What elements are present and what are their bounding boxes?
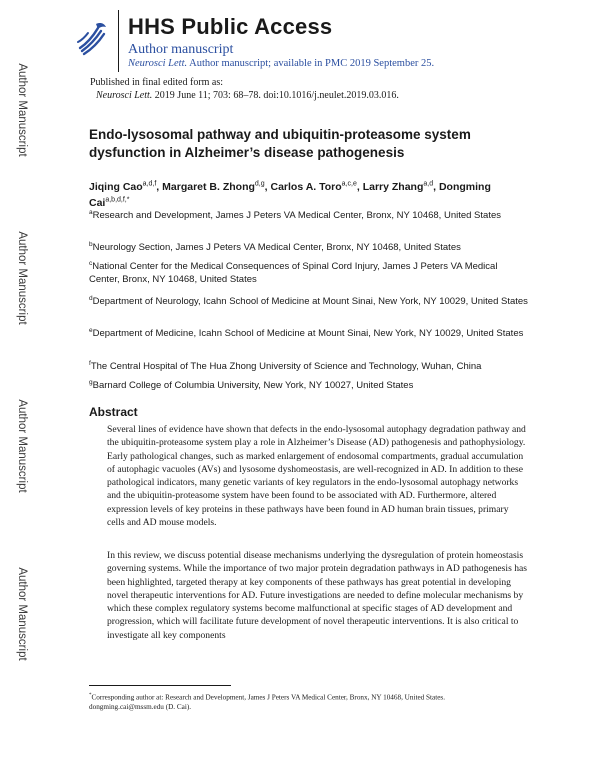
author: Dongming Cai$^{a,b,d,f,*}$ [89,180,491,209]
abstract-paragraph: In this review, we discuss potential disease mechanisms underlying the dysregulation of protein homeostasis governing systems. While the importance of two major protein degradation pathways in AD pathogenesis has been highlighted, targeted therapy at key components of these pathways has great potential in developing novel therapeutic interventions for AD. Future investigations are needed to define molecular mechanisms by which these complex regulatory systems become malfunctional at specific stages of AD development and progression, which will facilitate future development of novel therapeutic interventions. It is also critical to investigate all key components [107,550,527,641]
affiliation: $^a$Research and Development, James J Peters VA Medical Center, Bronx, NY 10468, United States [89,209,501,222]
side-label-author-manuscript: Author Manuscript [16,567,28,661]
affiliation: $^f$The Central Hospital of The Hua Zhong University of Science and Technology, Wuhan, China [89,360,482,373]
manuscript-label: Author manuscript [128,42,234,57]
side-label-author-manuscript: Author Manuscript [16,231,28,325]
abstract-heading: Abstract [89,405,138,419]
side-label-author-manuscript: Author Manuscript [16,399,28,493]
affiliation: $^e$Department of Medicine, Icahn School of Medicine at Mount Sinai, New York, NY 10029, United States [89,327,524,340]
author: Larry Zhang$^{a,d}$, [362,180,439,193]
footnote: *Corresponding author at: Research and Development, James J Peters VA Medical Center, Bronx, NY 10468, United States. dongming.cai@mssm.edu (D. Cai). [89,693,445,712]
citation-text: 2019 June 11; 703: 68–78. doi:10.1016/j.neulet.2019.03.016. [154,90,399,101]
footnote-rule [89,685,231,686]
abstract-paragraph: Several lines of evidence have shown that defects in the endo-lysosomal autophagy degradation pathway and the ubiquitin-proteasome system play a role in Alzheimer’s Disease (AD) pathogenesis and pathophysiology. Early pathological changes, such as marked enlargement of endosomal compartments, gradual accumulation of autophagic vacuoles (AVs) and lysosome dyshomeostasis, are well-recognized in AD. In addition to these pathological indicators, many genetic variants of key regulators in the endo-lysosomal autophagy networks and the ubiquitin-proteasome system have been found to be associated with AD. Furthermore, altered expression levels of key proteins in these pathways have been found in AD human brain tissues, primary cells and AD mouse models. [107,424,526,529]
corresponding-email: dongming.cai@mssm.edu (D. Cai). [89,703,192,712]
citation-line [96,90,399,101]
page-title: HHS Public Access [128,14,333,39]
hhs-eagle-logo-icon [76,18,110,56]
article-title: Endo-lysosomal pathway and ubiquitin-proteasome system dysfunction in Alzheimer’s disease pathogenesis [89,127,471,160]
affiliation: $^c$National Center for the Medical Consequences of Spinal Cord Injury, James J Peters VA Medical Center, Bronx, NY 10468, United States [89,260,498,286]
published-label: Published in final edited form as: [90,77,224,88]
availability-line [128,58,434,69]
affiliation: $^d$Department of Neurology, Icahn School of Medicine at Mount Sinai, New York, NY 10029, United States [89,295,528,308]
author: Jiqing Cao$^{a,d,f}$, [89,180,163,193]
affiliation: $^g$Barnard College of Columbia University, New York, NY 10027, United States [89,379,414,392]
side-label-author-manuscript: Author Manuscript [16,63,28,157]
citation-journal: Neurosci Lett. [96,90,153,101]
author: Carlos A. Toro$^{a,c,e}$, [270,180,363,193]
journal-abbrev: Neurosci Lett. [128,58,188,69]
affiliation: $^b$Neurology Section, James J Peters VA Medical Center, Bronx, NY 10468, United States [89,241,461,254]
availability-text: Author manuscript; available in PMC 2019 September 25. [189,58,435,69]
author: Margaret B. Zhong$^{d,g}$, [162,180,271,193]
header-divider [118,10,119,72]
